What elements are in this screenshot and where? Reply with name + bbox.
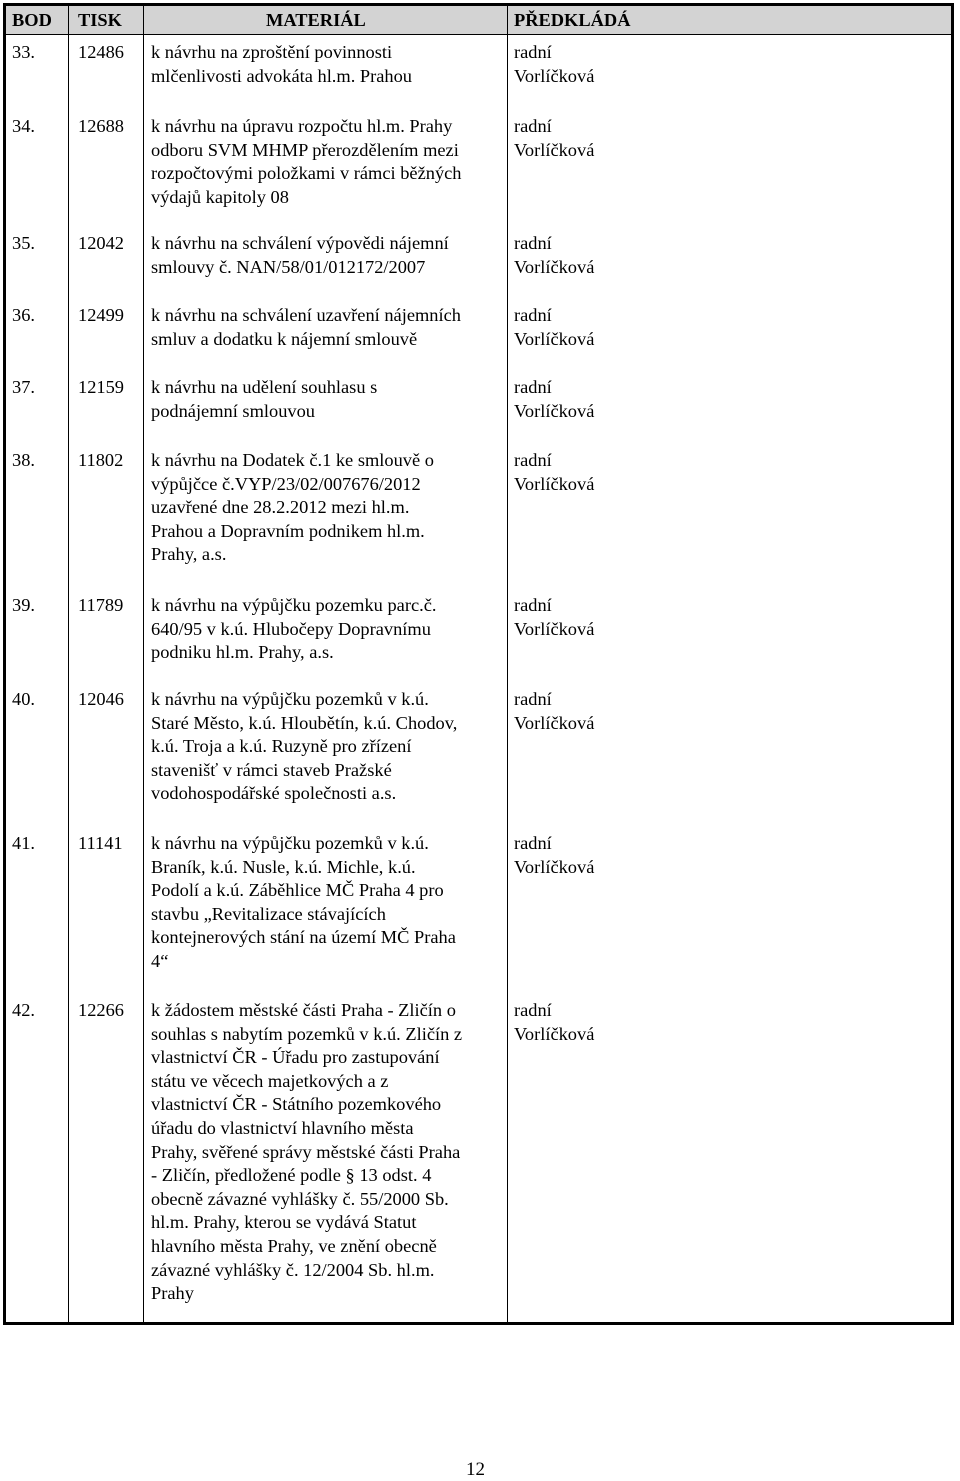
row-tisk: 12486 (78, 42, 124, 62)
material-line: výdajů kapitoly 08 (151, 186, 289, 207)
row-bod: 38. (12, 450, 35, 470)
material-line: kontejnerových stání na území MČ Praha (151, 927, 456, 948)
row-bod: 42. (12, 1000, 35, 1020)
material-line: vlastnictví ČR - Státního pozemkového (151, 1094, 442, 1115)
agenda-table (3, 3, 954, 1325)
row-predklada (514, 449, 594, 496)
material-line: smluv a dodatku k nájemní smlouvě (151, 328, 418, 349)
material-line: 4“ (151, 950, 169, 971)
row-material (151, 232, 449, 279)
material-line: Prahou a Dopravním podnikem hl.m. (151, 520, 425, 541)
material-line: uzavřené dne 28.2.2012 mezi hl.m. (151, 497, 410, 518)
header-material: MATERIÁL (266, 10, 366, 30)
predklada-line: radní (514, 233, 552, 253)
material-line: k návrhu na výpůjčku pozemků v k.ú. (151, 689, 429, 709)
page-number: 12 (466, 1459, 485, 1480)
material-line: k návrhu na udělení souhlasu s (151, 377, 378, 397)
row-material (151, 999, 462, 1306)
predklada-line: Vorlíčková (514, 473, 595, 494)
material-line: státu ve věcech majetkových a z (151, 1070, 389, 1091)
row-predklada (514, 594, 594, 641)
row-predklada (514, 688, 594, 735)
row-tisk: 12046 (78, 689, 124, 709)
row-predklada (514, 41, 594, 88)
column-divider (68, 6, 69, 1322)
row-bod: 40. (12, 689, 35, 709)
material-line: k návrhu na schválení výpovědi nájemní (151, 233, 449, 253)
material-line: k žádostem městské části Praha - Zličín o (151, 1000, 456, 1020)
material-line: úřadu do vlastnictví hlavního města (151, 1117, 414, 1138)
material-line: - Zličín, předložené podle § 13 odst. 4 (151, 1165, 432, 1186)
row-bod: 36. (12, 305, 35, 325)
row-tisk: 11802 (78, 450, 124, 470)
row-material (151, 115, 462, 209)
predklada-line: radní (514, 689, 552, 709)
row-bod: 41. (12, 833, 35, 853)
row-tisk: 12266 (78, 1000, 124, 1020)
header-bod: BOD (12, 10, 52, 30)
predklada-line: radní (514, 116, 552, 136)
material-line: Prahy, svěřené správy městské části Praha (151, 1141, 461, 1162)
predklada-line: radní (514, 450, 552, 470)
row-tisk: 11789 (78, 595, 124, 615)
predklada-line: radní (514, 42, 552, 62)
material-line: Podolí a k.ú. Záběhlice MČ Praha 4 pro (151, 880, 444, 901)
row-material (151, 594, 436, 665)
predklada-line: Vorlíčková (514, 856, 595, 877)
material-line: výpůjčce č.VYP/23/02/007676/2012 (151, 473, 421, 494)
material-line: vlastnictví ČR - Úřadu pro zastupování (151, 1047, 440, 1068)
row-tisk: 12159 (78, 377, 124, 397)
predklada-line: radní (514, 595, 552, 615)
material-line: podniku hl.m. Prahy, a.s. (151, 642, 334, 663)
row-tisk: 12499 (78, 305, 124, 325)
row-tisk: 12688 (78, 116, 124, 136)
material-line: k návrhu na Dodatek č.1 ke smlouvě o (151, 450, 434, 470)
predklada-line: radní (514, 1000, 552, 1020)
predklada-line: Vorlíčková (514, 328, 595, 349)
material-line: mlčenlivosti advokáta hl.m. Prahou (151, 65, 412, 86)
row-tisk: 11141 (78, 833, 123, 853)
material-line: stavenišť v rámci staveb Pražské (151, 759, 392, 780)
row-material (151, 688, 457, 806)
row-material (151, 449, 434, 567)
material-line: k.ú. Troja a k.ú. Ruzyně pro zřízení (151, 736, 412, 757)
material-line: Staré Město, k.ú. Hloubětín, k.ú. Chodov, (151, 712, 458, 733)
material-line: Prahy, a.s. (151, 544, 227, 565)
row-bod: 34. (12, 116, 35, 136)
row-predklada (514, 232, 594, 279)
material-line: k návrhu na schválení uzavření nájemních (151, 305, 461, 325)
material-line: vodohospodářské společnosti a.s. (151, 783, 397, 804)
row-material (151, 41, 412, 88)
row-predklada (514, 376, 594, 423)
row-bod: 37. (12, 377, 35, 397)
material-line: podnájemní smlouvou (151, 400, 315, 421)
row-material (151, 304, 461, 351)
row-bod: 33. (12, 42, 35, 62)
row-material (151, 376, 377, 423)
predklada-line: Vorlíčková (514, 139, 595, 160)
material-line: hl.m. Prahy, kterou se vydává Statut (151, 1212, 417, 1233)
predklada-line: Vorlíčková (514, 618, 595, 639)
material-line: závazné vyhlášky č. 12/2004 Sb. hl.m. (151, 1259, 435, 1280)
predklada-line: Vorlíčková (514, 65, 595, 86)
material-line: 640/95 v k.ú. Hlubočepy Dopravnímu (151, 618, 431, 639)
predklada-line: Vorlíčková (514, 256, 595, 277)
table-header (6, 6, 951, 35)
row-material (151, 832, 456, 974)
row-predklada (514, 999, 594, 1046)
predklada-line: radní (514, 833, 552, 853)
material-line: odboru SVM MHMP přerozdělením mezi (151, 139, 459, 160)
row-bod: 35. (12, 233, 35, 253)
column-divider (507, 6, 508, 1322)
material-line: rozpočtovými položkami v rámci běžných (151, 163, 462, 184)
row-predklada (514, 832, 594, 879)
material-line: k návrhu na úpravu rozpočtu hl.m. Prahy (151, 116, 453, 136)
row-predklada (514, 304, 594, 351)
predklada-line: radní (514, 377, 552, 397)
material-line: souhlas s nabytím pozemků v k.ú. Zličín z (151, 1023, 463, 1044)
material-line: k návrhu na zproštění povinnosti (151, 42, 393, 62)
predklada-line: radní (514, 305, 552, 325)
column-divider (143, 6, 144, 1322)
material-line: k návrhu na výpůjčku pozemků v k.ú. (151, 833, 429, 853)
material-line: k návrhu na výpůjčku pozemku parc.č. (151, 595, 437, 615)
predklada-line: Vorlíčková (514, 712, 595, 733)
row-bod: 39. (12, 595, 35, 615)
row-tisk: 12042 (78, 233, 124, 253)
row-predklada (514, 115, 594, 162)
material-line: obecně závazné vyhlášky č. 55/2000 Sb. (151, 1188, 449, 1209)
predklada-line: Vorlíčková (514, 400, 595, 421)
material-line: Braník, k.ú. Nusle, k.ú. Michle, k.ú. (151, 856, 416, 877)
predklada-line: Vorlíčková (514, 1023, 595, 1044)
header-tisk: TISK (78, 10, 122, 30)
material-line: stavbu „Revitalizace stávajících (151, 903, 386, 924)
header-predklada: PŘEDKLÁDÁ (514, 10, 631, 30)
material-line: smlouvy č. NAN/58/01/012172/2007 (151, 256, 426, 277)
material-line: hlavního města Prahy, ve znění obecně (151, 1235, 437, 1256)
material-line: Prahy (151, 1283, 194, 1304)
